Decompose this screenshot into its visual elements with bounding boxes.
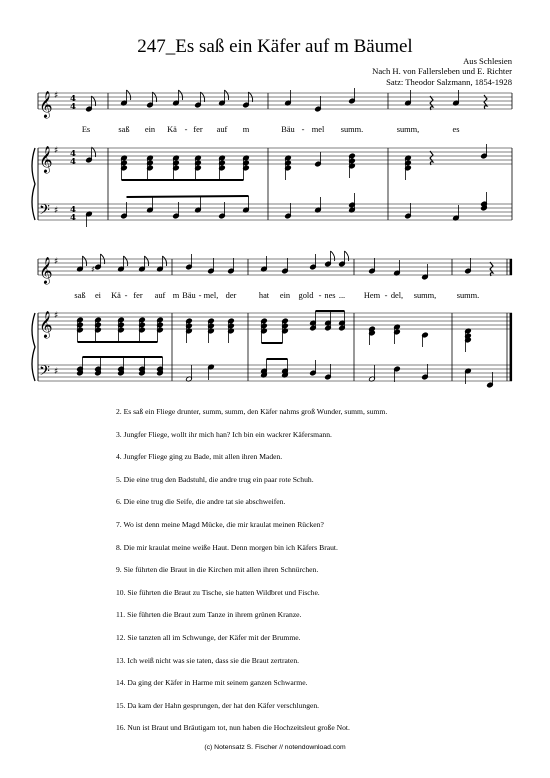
piano-bass-clef-icon: 𝄢 [39, 363, 50, 383]
lyric-syllable: - [384, 291, 388, 300]
credit-origin: Aus Schlesien [463, 56, 512, 66]
lyric-syllable: Kä [111, 291, 121, 300]
piano-treble-clef-icon: 𝄞 [39, 147, 53, 173]
lyric-syllable: mel [311, 125, 325, 134]
flag [163, 256, 167, 266]
verse-16: 16. Nun ist Braut und Bräutigam tot, nun haben die Hochzeitsleut große Not. [116, 723, 350, 733]
lyric-syllable: summ. [340, 125, 364, 134]
lyric-syllable: - [184, 125, 188, 134]
lyric-syllable: auf [154, 291, 166, 300]
flag [124, 256, 128, 266]
key-signature-sharp: ♯ [54, 146, 59, 156]
verse-10: 10. Sie führten die Braut zu Tische, sie hatten Wildbret und Fische. [116, 587, 320, 597]
piano-brace [32, 148, 35, 220]
quarter-rest [430, 151, 433, 165]
key-signature-sharp: ♯ [54, 367, 59, 377]
piano-treble-clef-icon: 𝄞 [39, 312, 53, 338]
lyric-syllable: auf [216, 125, 228, 134]
lyric-syllable: - [318, 291, 322, 300]
lyric-syllable: ein [144, 125, 156, 134]
key-signature-sharp: ♯ [54, 257, 59, 267]
key-signature-sharp: ♯ [54, 206, 59, 216]
lyric-syllable: hat [258, 291, 270, 300]
piano-bass-clef-icon: 𝄢 [39, 202, 50, 222]
verse-9: 9. Sie führten die Braut in die Kirchen mit allen ihren Schnürchen. [116, 565, 319, 575]
lyric-syllable: summ, [413, 291, 437, 300]
lyric-syllable: m [172, 291, 180, 300]
lyric-syllable: fer [193, 125, 203, 134]
lyric-syllable: ei [94, 291, 102, 300]
time-signature: 4 [70, 148, 76, 159]
lyric-syllable: der [225, 291, 237, 300]
verse-11: 11. Sie führten die Braut zum Tanze in ihrem grünen Kranze. [116, 610, 302, 620]
beam [127, 196, 249, 197]
song-title: 247_Es saß ein Käfer auf m Bäumel [137, 36, 413, 57]
lyric-syllable: gold [298, 291, 314, 300]
quarter-rest [430, 96, 433, 110]
lyric-syllable: saß [118, 125, 130, 134]
flag [225, 90, 229, 100]
lyric-syllable: - [198, 291, 202, 300]
lyric-syllable: nes [324, 291, 336, 300]
lyric-syllable: ... [338, 291, 346, 300]
lyric-syllable: saß [74, 291, 86, 300]
lyric-syllable: fer [133, 291, 143, 300]
verse-list [116, 407, 516, 746]
lyric-syllable: summ, [396, 125, 420, 134]
verse-6: 6. Die eine trug die Seife, die andre tat sie abschweifen. [116, 497, 286, 507]
time-signature: 4 [70, 93, 76, 104]
melody-treble-clef-icon: 𝄞 [39, 258, 53, 284]
lyric-syllable: ein [279, 291, 291, 300]
verse-8: 8. Die mir kraulat meine weiße Haut. Denn morgen bin ich Käfers Braut. [116, 542, 338, 552]
verse-12: 12. Sie tanzten all im Schwunge, der Käfer mit der Brumme. [116, 632, 301, 642]
melody-treble-clef-icon: 𝄞 [39, 92, 53, 118]
time-signature: 4 [70, 101, 76, 112]
key-signature-sharp: ♯ [54, 91, 59, 101]
flag [179, 90, 183, 100]
time-signature: 4 [70, 204, 76, 215]
lyric-syllable: summ. [456, 291, 480, 300]
flag [127, 90, 131, 100]
piano-brace [32, 313, 35, 381]
verse-14: 14. Da ging der Käfer in Harme mit seinem ganzen Schwarme. [116, 678, 308, 688]
flag [345, 251, 349, 261]
lyric-syllable: del, [390, 291, 404, 300]
flag [331, 251, 335, 261]
lyric-syllable: Kä [167, 125, 177, 134]
verse-7: 7. Wo ist denn meine Magd Mücke, die mir kraulat meinen Rücken? [116, 519, 324, 529]
lyric-syllable: - [124, 291, 128, 300]
lyric-syllable: - [301, 125, 305, 134]
verse-13: 13. Ich weiß nicht was sie taten, dass sie die Braut zertraten. [116, 655, 300, 665]
accidental-sharp: ♯ [91, 265, 95, 274]
quarter-rest [490, 262, 493, 276]
flag [83, 256, 87, 266]
verse-3: 3. Jungfer Fliege, wollt ihr mich han? Ich bin ein wackrer Käfersmann. [116, 429, 332, 439]
credit-source: Nach H. von Fallersleben und E. Richter [372, 66, 512, 77]
lyric-syllable: es [452, 125, 460, 134]
credit-arranger: Satz: Theodor Salzmann, 1854-1928 [386, 76, 512, 87]
verse-5: 5. Die eine trug den Badstuhl, die andre trug ein paar rote Schuh. [116, 474, 314, 484]
lyric-syllable: Hem [363, 291, 381, 300]
time-signature: 4 [70, 156, 76, 167]
time-signature: 4 [70, 212, 76, 223]
key-signature-sharp: ♯ [54, 311, 59, 321]
lyric-syllable: m [242, 125, 250, 134]
verse-4: 4. Jungfer Fliege ging zu Bade, mit allen ihren Maden. [116, 452, 283, 462]
lyric-syllable: Bäu [281, 125, 295, 134]
lyric-syllable: Es [81, 125, 91, 134]
lyric-syllable: mel, [203, 291, 219, 300]
footer-copyright: (c) Notensatz S. Fischer // notendownload.com [204, 744, 346, 751]
flag [145, 256, 149, 266]
verse-2: 2. Es saß ein Fliege drunter, summ, summ, den Käfer nahms groß Wunder, summ, summ. [116, 407, 388, 416]
lyric-syllable: Bäu [182, 291, 196, 300]
verse-15: 15. Da kam der Hahn gesprungen, der hat den Käfer verschlungen. [116, 700, 320, 710]
